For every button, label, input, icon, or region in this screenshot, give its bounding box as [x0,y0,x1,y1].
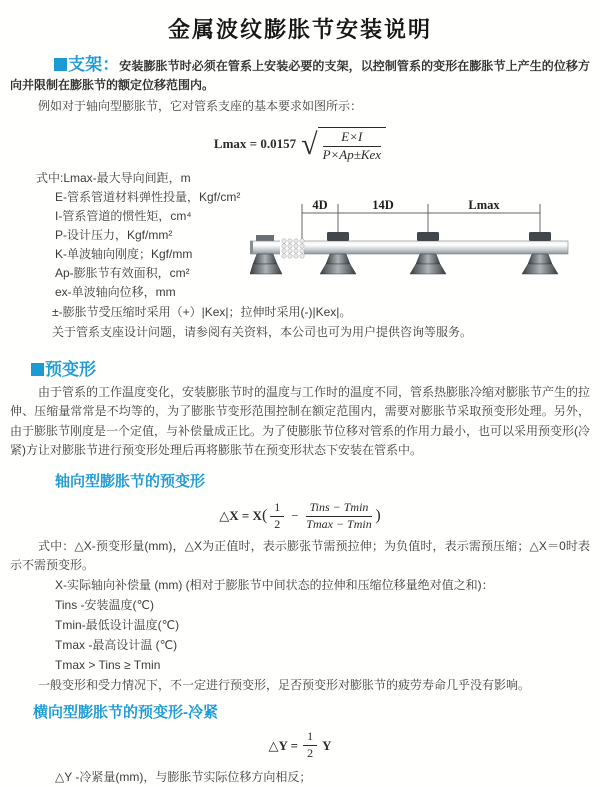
pipe-support-diagram [250,169,590,302]
pipe-end-cap [250,241,253,254]
one-half-fraction [303,730,317,761]
support-closing-note: 关于管系支座设计问题，请参阅有关资料，本公司也可为用户提供咨询等服务。 [52,324,473,339]
section-bullet-square-icon [54,58,67,71]
temp-line: Tmin-最低设计温度(℃) [55,618,180,633]
bellows-icon [280,239,304,258]
variable-item: ex-单波轴向位移，mm [55,284,176,299]
variables-and-diagram-region [10,169,590,302]
fraction-denominator: 2 [307,746,314,761]
close-paren: ) [375,507,381,525]
one-half-fraction [270,501,284,532]
variable-item: E-管系管道材料弹性投量，Kgf/cm² [55,189,241,204]
variable-item: I-管系管道的惯性矩，cm⁴ [55,208,192,223]
formula-dy-lhs: △Y = [268,737,299,753]
axial-subheading: 轴向型膨胀节的预变形 [55,472,206,490]
open-paren: ( [261,507,268,525]
axial-remark-line: 一般变形和受力情况下，不一定进行预变形，足否预变形对膨胀节的疲劳寿命几乎没有影响。 [38,678,531,693]
fraction-denominator: Tmax − Tmin [306,516,372,531]
sqrt-radical-symbol: √ [301,128,318,162]
variables-lead-line: 式中:Lmax-最大导向间距，m [36,170,191,185]
formula-delta-y [10,730,590,761]
formula-dx-lhs: △X = X [219,508,262,524]
support-intro-text: 安装膨胀节时必须在管系上安装必要的支架，以控制管系的变形在膨胀节上产生的位移方向并限制在膨胀节的额定位移范围内。 [10,59,591,92]
axial-explain-paragraph: 式中：△X-预变形量(mm)，△X为正值时，表示膨张节需预拉伸；为负值时，表示需预压缩；△X＝0时表示不需预变形。 [10,539,590,573]
formula-lmax [10,125,590,163]
fraction-numerator: 1 [303,730,317,746]
predeform-paragraph: 由于管系的工作温度变化，安装膨胀节时的温度与工作时的温度不同，管系热膨胀冷缩对膨胀节产生的拉伸、压缩量常常是不均等的，为了膨胀节变形范围控制在额定范围内，需要对膨胀节采取预变形处理。另外，由于膨胀节刚度是一个定值，与补偿量成正比。为了使膨胀节位移对管系的作用力最小，也可以采用预变形(冷紧)方让对膨胀节进行预变形处理后再将膨胀节在预变形状态下安装在管系中。 [10,384,591,458]
plus-minus-note: ±-膨胀节受压缩时采用（+）|Kex|；拉伸时采用(-)|Kex|。 [52,304,352,319]
formula-delta-x [10,501,590,532]
sqrt-body [318,127,387,163]
variable-item: P-设计压力，Kgf/mm² [55,227,173,242]
support-example-line: 例如对于轴向型膨胀节，它对管系支座的基本要求如图所示： [38,99,363,113]
fraction-numerator: 1 [270,501,284,517]
formula-lmax-fraction [323,130,382,163]
variable-item: Ap-膨胀节有效面积，cm² [55,265,190,280]
variable-item: K-单波轴向刚度；Kgf/mm [55,246,193,261]
predeform-heading-row [31,355,590,380]
fraction-numerator: E×I [323,130,382,147]
predeform-section-heading: 预变形 [45,359,96,379]
dim-label-4d: 4D [312,197,328,212]
x-definition-line: X-实际轴向补偿量 (mm) (相对于膨胀节中间状态的拉伸和压缩位移量绝对值之和)： [55,578,494,593]
fraction-denominator: P×Ap±Kex [322,146,382,162]
lateral-note-line: △Y -冷紧量(mm)，与膨胀节实际位移方向相反； [55,770,312,785]
fraction-numerator: Tins − Tmin [306,501,373,517]
lateral-subheading: 横向型膨胀节的预变形-冷紧 [33,704,218,722]
temperature-fraction [306,501,373,532]
minus-sign: − [291,508,299,524]
section-bullet-square-icon [31,363,44,376]
temp-line: Tins -安装温度(℃) [55,598,155,613]
fraction-denominator: 2 [274,516,281,531]
page-title: 金属波纹膨胀节安装说明 [167,17,432,42]
dim-label-lmax: Lmax [468,197,500,212]
formula-lmax-lhs: Lmax = 0.0157 [213,135,297,151]
formula-dy-rhs: Y [322,737,332,753]
anchor-pedestal [250,254,282,274]
dim-label-14d: 14D [372,197,394,212]
temp-line: Tmax > Tins ≥ Tmin [55,658,161,673]
variable-definitions-list [10,169,250,302]
pipe-diagram-svg [250,195,580,295]
temp-line: Tmax -最高设计温 (℃) [55,638,178,653]
support-section-heading: 支架： [68,55,120,74]
support-intro-paragraph [10,55,590,95]
